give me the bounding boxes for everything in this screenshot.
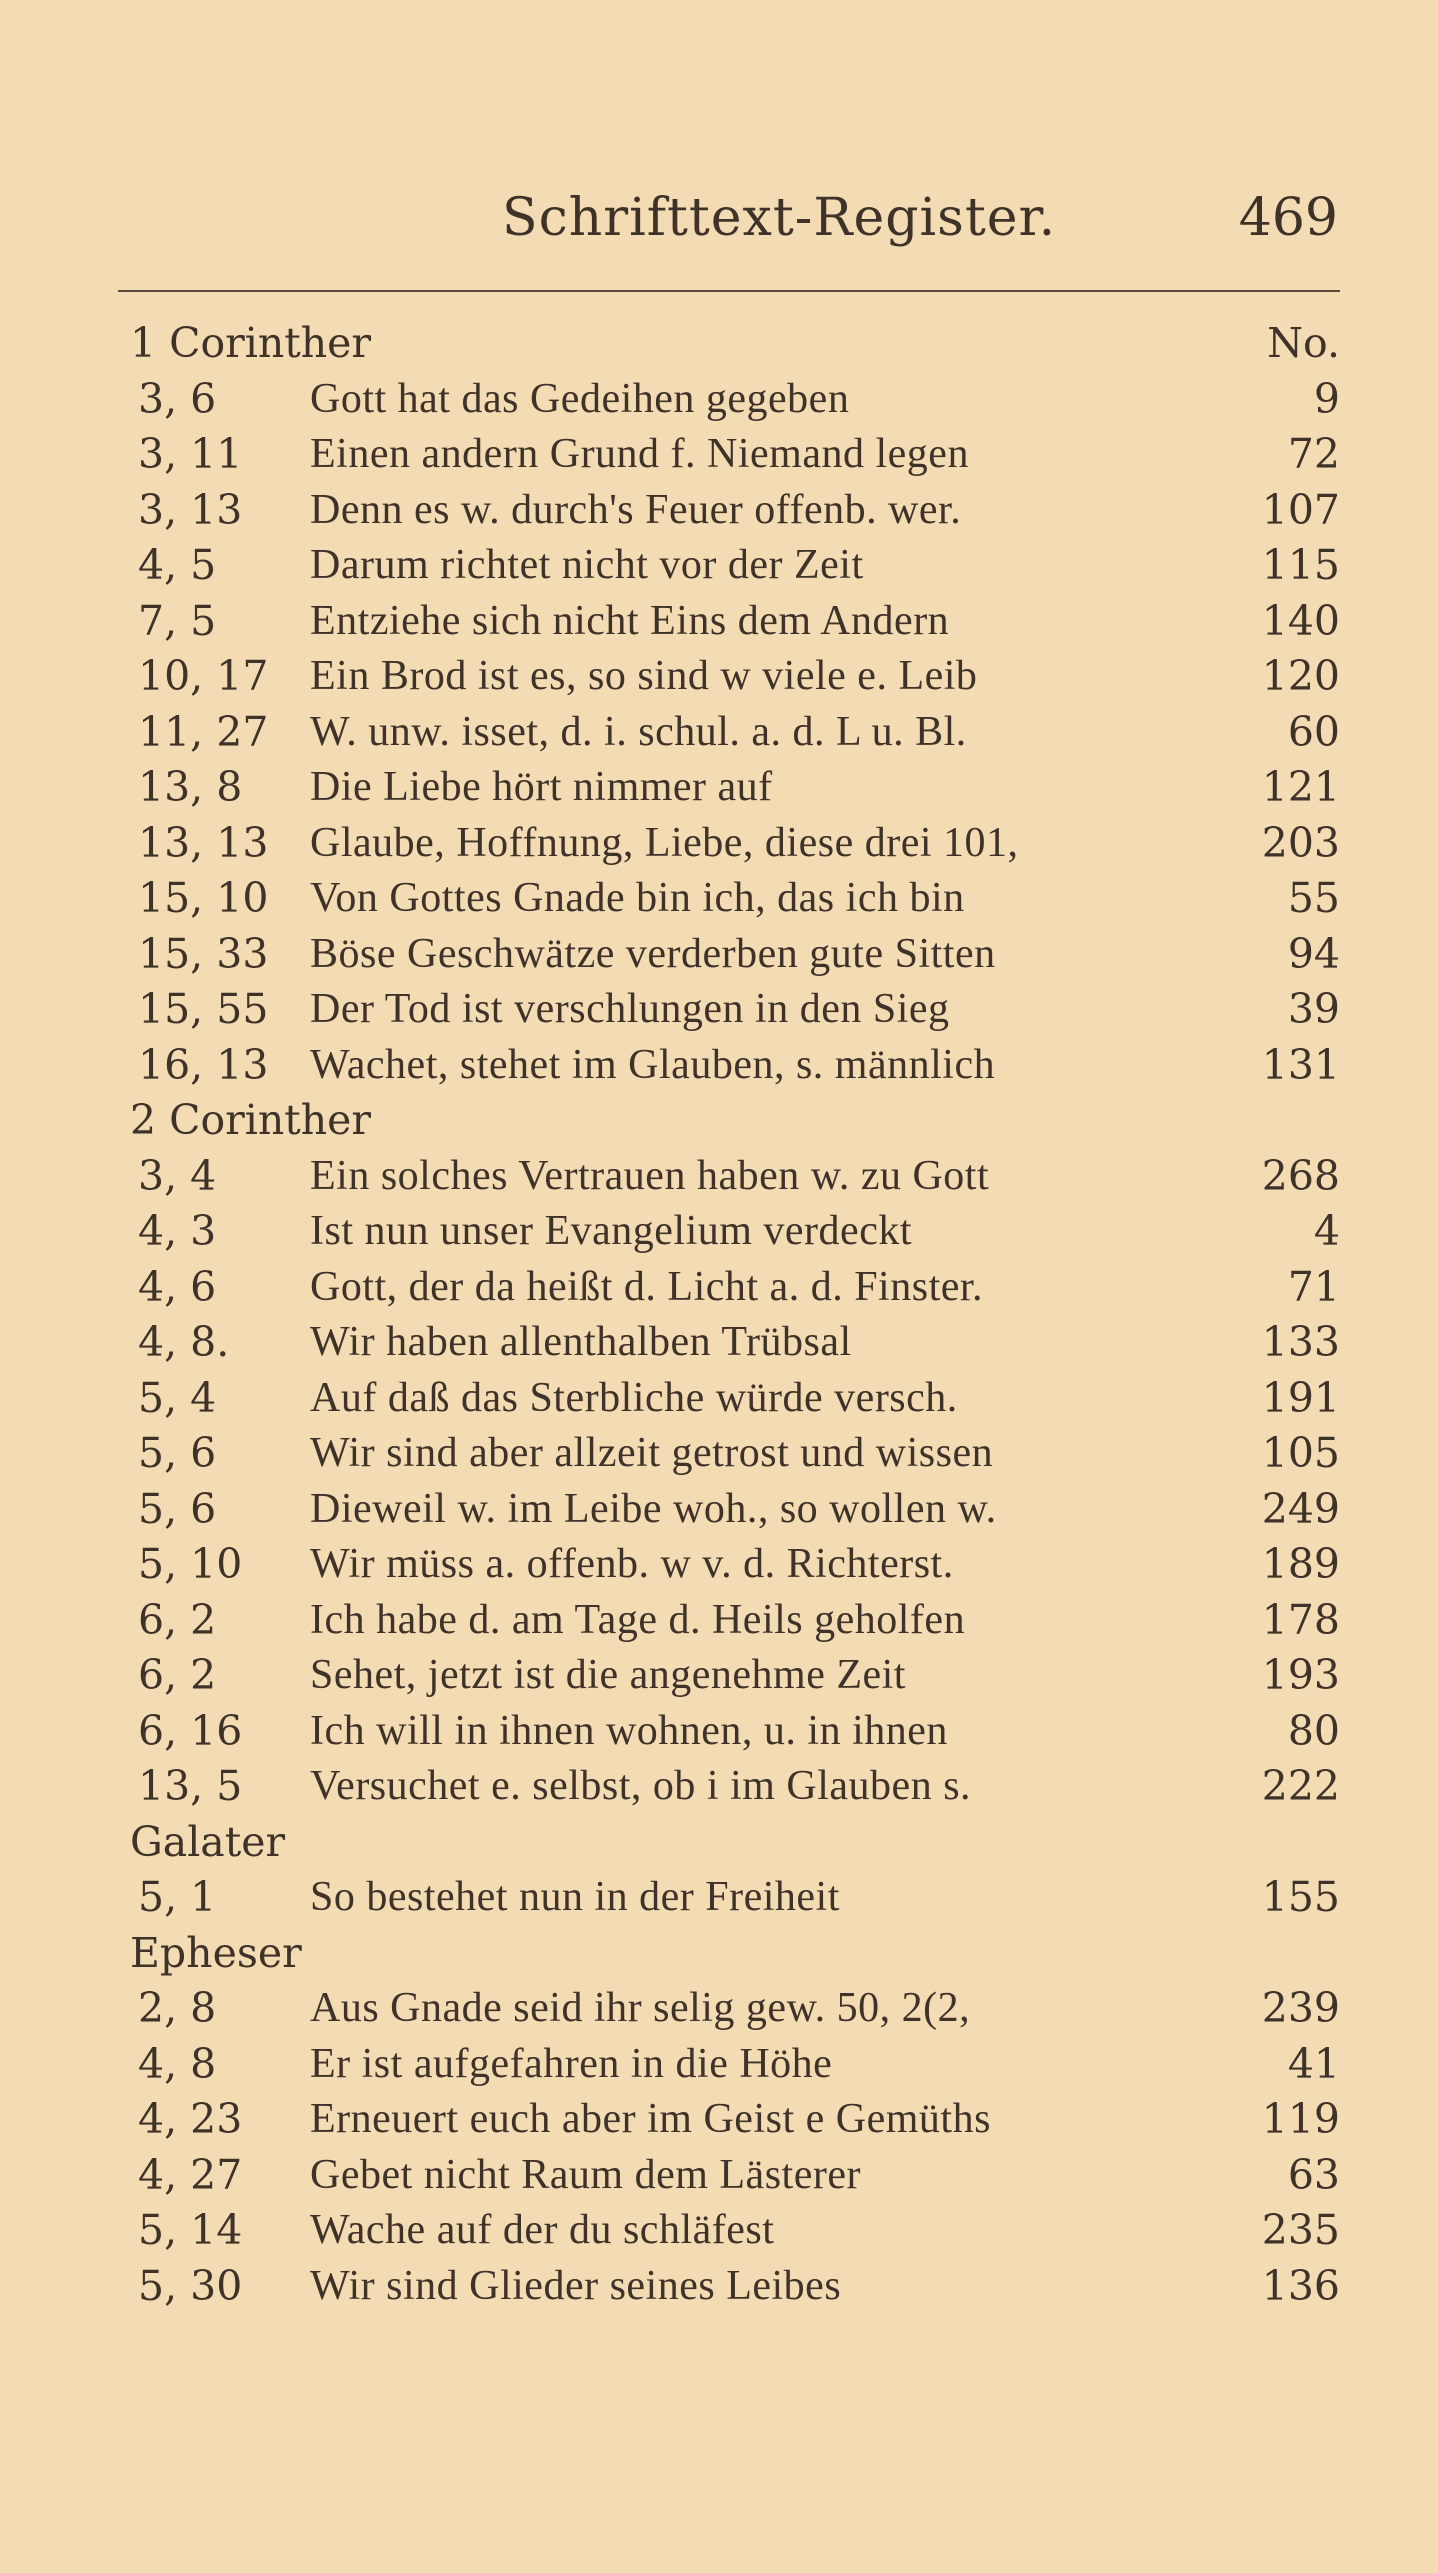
verse-text: Wache auf der du schläfest [310, 2207, 775, 2253]
register-list [0, 316, 1438, 2314]
verse-text: Gebet nicht Raum dem Lästerer [310, 2151, 861, 2198]
verse-reference: 5, 4 [138, 1373, 217, 1422]
verse-text: Böse Geschwätze verderben gute Sitten [310, 930, 996, 977]
verse-reference: 5, 1 [138, 1873, 217, 1921]
verse-text: Ich will in ihnen wohnen, u. in ihnen [310, 1707, 948, 1754]
hymn-number: 71 [1287, 1262, 1340, 1311]
register-entry [0, 2092, 1438, 2148]
hymn-number: 249 [1261, 1484, 1340, 1533]
verse-reference: 11, 27 [138, 707, 269, 756]
verse-text: Versuchet e. selbst, ob i im Glauben s. [310, 1763, 972, 1809]
verse-text: Glaube, Hoffnung, Liebe, diese drei 101, [310, 819, 1019, 866]
hymn-number: 203 [1261, 818, 1340, 867]
book-heading: Galater [130, 1817, 286, 1866]
register-entry [0, 1593, 1438, 1649]
verse-text: Wir haben allenthalben Trübsal [310, 1319, 852, 1365]
verse-text: Von Gottes Gnade bin ich, das ich bin [310, 875, 965, 921]
hymn-number: 115 [1261, 541, 1340, 589]
register-entry [0, 1260, 1438, 1316]
hymn-number: 107 [1261, 485, 1340, 534]
verse-reference: 4, 6 [138, 1262, 217, 1311]
verse-reference: 5, 30 [138, 2261, 243, 2310]
hymn-number: 72 [1287, 430, 1340, 478]
register-entry [0, 1315, 1438, 1371]
verse-reference: 15, 33 [138, 929, 269, 978]
book-heading: 1 Corinther [130, 319, 372, 367]
register-entry [0, 705, 1438, 761]
hymn-number: 222 [1261, 1762, 1340, 1810]
verse-reference: 7, 5 [138, 596, 217, 645]
hymn-number: 239 [1261, 1984, 1340, 2032]
verse-text: Ich habe d. am Tage d. Heils geholfen [310, 1596, 966, 1643]
hymn-number: 268 [1261, 1151, 1340, 1200]
verse-text: Wachet, stehet im Glauben, s. männlich [310, 1041, 996, 1088]
hymn-number: 136 [1261, 2261, 1340, 2310]
book-heading-row [0, 316, 1438, 372]
register-entry [0, 649, 1438, 705]
verse-text: Wir sind aber allzeit getrost und wissen [310, 1430, 994, 1476]
verse-reference: 10, 17 [138, 652, 269, 700]
page-header [0, 188, 1438, 258]
verse-reference: 4, 5 [138, 541, 217, 589]
register-entry [0, 483, 1438, 539]
register-entry [0, 427, 1438, 483]
hymn-number: 63 [1287, 2150, 1340, 2199]
hymn-number: 94 [1287, 929, 1340, 978]
verse-reference: 3, 4 [138, 1151, 217, 1200]
hymn-number: 41 [1287, 2039, 1340, 2088]
register-entry [0, 1204, 1438, 1260]
register-entry [0, 1648, 1438, 1704]
register-entry [0, 1870, 1438, 1926]
register-entry [0, 1482, 1438, 1538]
verse-reference: 13, 8 [138, 763, 243, 811]
verse-text: Wir sind Glieder seines Leibes [310, 2262, 842, 2309]
hymn-number: 9 [1313, 374, 1340, 423]
verse-text: So bestehet nun in der Freiheit [310, 1874, 840, 1920]
number-column-label: No. [1267, 319, 1340, 367]
verse-reference: 6, 2 [138, 1651, 217, 1699]
hymn-number: 189 [1261, 1540, 1340, 1588]
register-entry [0, 1371, 1438, 1427]
verse-text: Ein Brod ist es, so sind w viele e. Leib [310, 653, 978, 699]
book-heading: Epheser [130, 1928, 302, 1977]
verse-text: Die Liebe hört nimmer auf [310, 764, 773, 810]
hymn-number: 55 [1287, 874, 1340, 922]
verse-reference: 5, 6 [138, 1484, 217, 1533]
verse-reference: 4, 3 [138, 1207, 217, 1255]
hymn-number: 121 [1261, 763, 1340, 811]
hymn-number: 191 [1261, 1373, 1340, 1422]
header-rule [118, 290, 1340, 292]
hymn-number: 80 [1287, 1706, 1340, 1755]
hymn-number: 193 [1261, 1651, 1340, 1699]
register-entry [0, 2259, 1438, 2315]
register-entry [0, 982, 1438, 1038]
hymn-number: 131 [1261, 1040, 1340, 1089]
verse-reference: 3, 6 [138, 374, 217, 423]
verse-reference: 4, 8 [138, 2039, 217, 2088]
verse-reference: 15, 55 [138, 985, 269, 1033]
book-heading-row [0, 1815, 1438, 1871]
verse-text: W. unw. isset, d. i. schul. a. d. L u. Bl. [310, 708, 967, 755]
hymn-number: 105 [1261, 1429, 1340, 1477]
verse-text: Der Tod ist verschlungen in den Sieg [310, 986, 950, 1032]
verse-text: Erneuert euch aber im Geist e Gemüths [310, 2096, 991, 2142]
verse-text: Gott hat das Gedeihen gegeben [310, 375, 850, 422]
book-heading-row [0, 1093, 1438, 1149]
verse-text: Darum richtet nicht vor der Zeit [310, 542, 864, 588]
verse-text: Ein solches Vertrauen haben w. zu Gott [310, 1152, 990, 1199]
register-entry [0, 927, 1438, 983]
verse-text: Aus Gnade seid ihr selig gew. 50, 2(2, [310, 1985, 971, 2031]
register-entry [0, 372, 1438, 428]
verse-reference: 6, 16 [138, 1706, 243, 1755]
hymn-number: 60 [1287, 707, 1340, 756]
verse-reference: 4, 27 [138, 2150, 243, 2199]
page-number: 469 [1238, 188, 1338, 248]
hymn-number: 178 [1261, 1595, 1340, 1644]
register-entry [0, 1759, 1438, 1815]
register-entry [0, 1981, 1438, 2037]
register-entry [0, 1704, 1438, 1760]
verse-reference: 5, 10 [138, 1540, 243, 1588]
verse-text: Dieweil w. im Leibe woh., so wollen w. [310, 1485, 997, 1532]
register-entry [0, 2037, 1438, 2093]
hymn-number: 140 [1261, 596, 1340, 645]
book-heading: 2 Corinther [130, 1096, 372, 1144]
register-entry [0, 816, 1438, 872]
verse-text: Ist nun unser Evangelium verdeckt [310, 1208, 912, 1254]
verse-reference: 4, 23 [138, 2095, 243, 2143]
book-heading-row [0, 1926, 1438, 1982]
register-entry [0, 871, 1438, 927]
verse-reference: 16, 13 [138, 1040, 269, 1089]
verse-text: Er ist aufgefahren in die Höhe [310, 2040, 833, 2087]
verse-text: Gott, der da heißt d. Licht a. d. Finster. [310, 1263, 984, 1310]
hymn-number: 4 [1313, 1207, 1340, 1255]
verse-text: Denn es w. durch's Feuer offenb. wer. [310, 486, 962, 533]
register-entry [0, 1426, 1438, 1482]
verse-reference: 13, 13 [138, 818, 269, 867]
register-entry [0, 2148, 1438, 2204]
hymn-number: 39 [1287, 985, 1340, 1033]
verse-reference: 15, 10 [138, 874, 269, 922]
hymn-number: 120 [1261, 652, 1340, 700]
verse-reference: 3, 11 [138, 430, 243, 478]
verse-reference: 6, 2 [138, 1595, 217, 1644]
verse-reference: 5, 6 [138, 1429, 217, 1477]
hymn-number: 133 [1261, 1318, 1340, 1366]
verse-text: Entziehe sich nicht Eins dem Andern [310, 597, 950, 644]
verse-text: Einen andern Grund f. Niemand legen [310, 431, 969, 477]
register-entry [0, 760, 1438, 816]
verse-text: Auf daß das Sterbliche würde versch. [310, 1374, 958, 1421]
verse-text: Sehet, jetzt ist die angenehme Zeit [310, 1652, 906, 1698]
page-title: Schrifttext-Register. [502, 188, 1057, 248]
verse-reference: 3, 13 [138, 485, 243, 534]
verse-reference: 5, 14 [138, 2206, 243, 2254]
hymn-number: 119 [1261, 2095, 1340, 2143]
register-entry [0, 538, 1438, 594]
register-entry [0, 2203, 1438, 2259]
verse-text: Wir müss a. offenb. w v. d. Richterst. [310, 1541, 954, 1587]
verse-reference: 2, 8 [138, 1984, 217, 2032]
verse-reference: 13, 5 [138, 1762, 243, 1810]
register-entry [0, 1149, 1438, 1205]
verse-reference: 4, 8. [138, 1318, 230, 1366]
hymn-number: 235 [1261, 2206, 1340, 2254]
register-entry [0, 1537, 1438, 1593]
hymn-number: 155 [1261, 1873, 1340, 1921]
register-entry [0, 1038, 1438, 1094]
register-entry [0, 594, 1438, 650]
